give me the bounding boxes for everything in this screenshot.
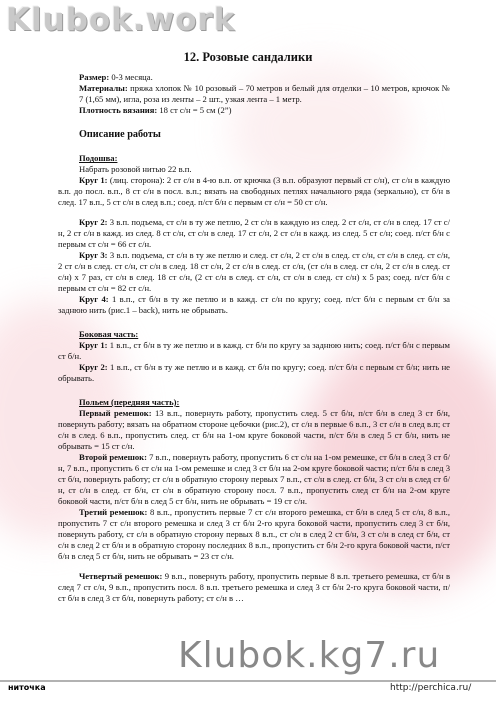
strap3-label: Третий ремешок:: [79, 507, 148, 517]
strap2-label: Второй ремешок:: [79, 452, 147, 462]
side-round2: 1 в.п., ст б/н в ту же петлю и в кажд. ст б/н по кругу; соед. п/ст б/н с первым ст б/н; нить не обрывать.: [58, 362, 450, 383]
strap3-text: 8 в.п., пропустить первые 7 ст с/н второго ремешка, ст б/н в след 5 ст с/н, 8 в.п., пропустить 7 ст с/н второго ремешка и след 3 ст б/н 2-го круга боковой части, пропустить след 3 ст б/н, повернуть работу, ст с/н в обратную сторону первых 8 в.п., ст с/н в след 2 ст б/н, 3 ст с/н в след ст б/н, ст с/н в след 2 ст б/н и в обратную сторону последних 8 в.п., пропустить ст б/н 2-го круга боковой части, п/ст б/н в след 5 ст б/н, нить не обрывать = 23 ст с/н.: [58, 507, 450, 561]
site-logo: Klubok.work: [6, 2, 236, 38]
side-round1: 1 в.п., ст б/н в ту же петлю и в кажд. ст б/н по кругу за заднюю нить; соед. п/ст б/н с первым ст б/н.: [58, 340, 450, 361]
side-round1-label: Круг 1:: [79, 340, 108, 350]
sole-round4: 1 в.п., ст б/н в ту же петлю и в кажд. ст с/н по кругу; соед. п/ст б/н с первым ст б/н за заднюю нить (рис.1 – back), нить не обрывать.: [58, 294, 450, 315]
density-label: Плотность вязания:: [79, 105, 158, 115]
strap4-label: Четвертый ремешок:: [79, 571, 163, 581]
sole-round3: 3 в.п. подъема, ст с/н в ту же петлю и след. ст с/н, 2 ст с/н в след. ст с/н, ст с/н в след. ст с/н, 2 ст с/н в след. ст с/н, ст с/н в след. 18 ст с/н, 2 ст с/н в след. ст с/н, (ст с/н в след. ст с/н, 2 ст с/н в след. ст с/н) x 7 раз, ст с/н в след. 18 ст с/н, (2 ст с/н в след. ст с/н, ст с/н в след. ст с/н) x 5 раз; соед. п/ст б/н с первым ст с/н = 82 ст с/н.: [58, 250, 451, 293]
density-value: 18 ст с/н = 5 см (2”): [157, 105, 232, 115]
front-heading: Польем (передняя часть):: [79, 397, 180, 407]
sole-round1: (лиц. сторона): 2 ст с/н в 4-ю в.п. от крючка (3 в.п. образуют первый ст с/н), ст с/н в каждую в.п. до посл. в.п., 8 ст с/н в посл. в.п.; вязать на свободных петлях начального ряда (зеркально), ст б/н в след. 17 в.п., 5 ст с/н в след в.п.; соед. п/ст б/н с первым ст с/н = 50 ст с/н.: [58, 175, 450, 207]
strap2-text: 7 в.п., повернуть работу, пропустить 6 ст с/н на 1-ом ремешке, ст б/н в след 3 ст б/н, 7 в.п., пропустить 6 ст с/н на 1-ом ремешке и след 3 ст б/н на 2-ом круге боковой части; п/ст б/н в след 3 ст б/н, повернуть работу; ст с/н в обратную сторону первых 7 в.п., ст с/н в след. ст б/н, 3 ст с/н в след ст б/н, ст с/н в след. ст б/н, ст с/н в обратную сторону посл. 7 в.п., пропустить след ст б/н на 2-ом круге боковой части, п/ст б/н в след 5 ст б/н, нить не обрывать = 19 ст с/н.: [58, 452, 450, 506]
sole-round3-label: Круг 3:: [79, 250, 108, 260]
sole-round2-label: Круг 2:: [79, 217, 108, 227]
strap1-text: 13 в.п., повернуть работу, пропустить след. 5 ст б/н, п/ст б/н в след 3 ст б/н, повернуть работу; вязать на обратном стороне цебочки (рис.2), ст с/н в первые 6 в.п., 3 ст с/н в след в.п; ст с/н в след. 6 в.п., пропустить след. ст б/н на 1-ом круге боковой части, п/ст б/н в след 5 ст б/н, нить не обрывать = 15 ст с/н.: [58, 408, 450, 451]
sole-round1-label: Круг 1:: [79, 175, 108, 185]
strap4-text: 9 в.п., повернуть работу, пропустить первые 8 в.п. третьего ремешка, ст б/н в след 7 ст с/н, 9 в.п., пропустить посл. 8 в.п. третьего ремешка и след 3 ст б/н 2-го круга боковой части, п/ст б/н в след 3 ст б/н, повернуть работу; ст с/н в …: [58, 571, 451, 603]
strap1-label: Первый ремешок:: [79, 408, 152, 418]
sole-round2: 3 в.п. подъема, ст с/н в ту же петлю, 2 ст с/н в каждую из след. 2 ст с/н, ст с/н в след. 17 ст с/н, 2 ст с/н в кажд. из след. 8 ст с/н, ст с/н в след. 17 ст с/н, 2 ст с/н в кажд. из след. 5 ст с/н; соед. п/ст б/н с первым ст с/н = 66 ст с/н.: [58, 217, 450, 249]
side-heading: Боковая часть:: [79, 329, 139, 339]
sole-round4-label: Круг 4:: [79, 294, 109, 304]
section-heading: Описание работы: [79, 129, 161, 140]
size-label: Размер:: [79, 72, 110, 82]
side-round2-label: Круг 2:: [79, 362, 108, 372]
page-title: 12. Розовые сандалики: [183, 50, 313, 64]
size-value: 0-3 месяца.: [109, 72, 153, 82]
watermark: Klubok.kg7.ru: [178, 635, 441, 676]
sole-heading: Подошва:: [79, 153, 118, 163]
footer-link[interactable]: http://perchica.ru/: [390, 683, 472, 693]
footer-signature: ниточка: [8, 683, 46, 692]
materials-label: Материалы:: [79, 83, 128, 93]
sole-intro: Набрать розовой нитью 22 в.п.: [79, 164, 192, 174]
materials-value: пряжа хлопок № 10 розовый – 70 метров и белый для отделки – 10 метров, крючок № 7 (1,65 мм), игла, роза из ленты – 2 шт., узкая лента – 1 метр.: [79, 83, 450, 104]
pattern-text: [58, 72, 450, 604]
